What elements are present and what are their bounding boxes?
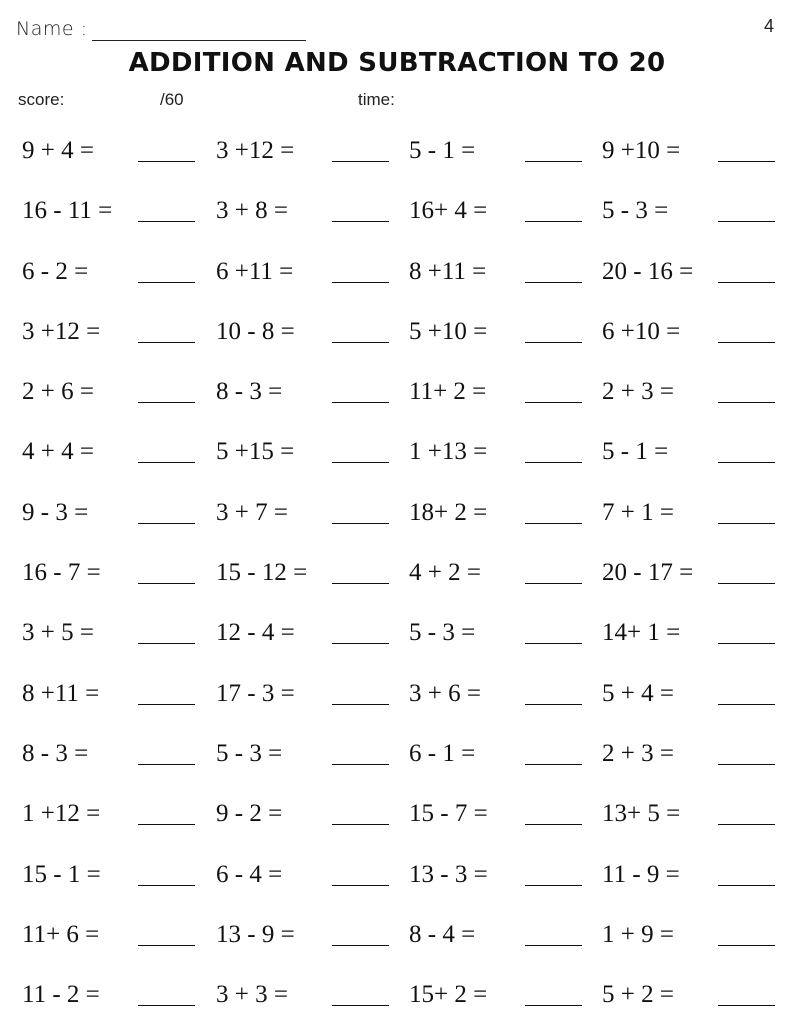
problem-expression: 5 + 4 = [602,679,674,707]
math-problem [22,194,216,228]
problem-row [0,727,794,787]
answer-blank[interactable] [525,1005,582,1006]
problem-expression: 7 + 1 = [602,498,674,526]
math-problem [216,616,410,650]
math-problem [602,858,794,892]
answer-blank[interactable] [138,1005,195,1006]
problem-row [0,245,794,305]
answer-blank[interactable] [332,462,389,463]
math-problem [409,556,603,590]
problem-expression: 16 - 11 = [22,197,113,225]
math-problem [602,134,794,168]
answer-blank[interactable] [525,885,582,886]
problem-expression: 20 - 17 = [602,559,694,587]
answer-blank[interactable] [138,402,195,403]
problem-expression: 4 + 4 = [22,438,94,466]
problem-expression: 6 +10 = [602,317,681,345]
math-problem [216,797,410,831]
math-problem [216,134,410,168]
math-problem [602,797,794,831]
problem-expression: 3 + 3 = [216,981,288,1009]
answer-blank[interactable] [138,945,195,946]
answer-blank[interactable] [525,764,582,765]
problem-expression: 5 - 3 = [216,739,283,767]
math-problem [22,496,216,530]
answer-blank[interactable] [718,523,775,524]
math-problem [22,315,216,349]
math-problem [409,918,603,952]
problem-row [0,787,794,847]
answer-blank[interactable] [525,583,582,584]
problem-expression: 9 +10 = [602,137,681,164]
problem-expression: 5 - 3 = [602,197,669,225]
score-label: score: [18,90,65,109]
math-problem [409,315,603,349]
answer-blank[interactable] [718,402,775,403]
answer-blank[interactable] [138,462,195,463]
answer-blank[interactable] [138,523,195,524]
math-problem [22,978,216,1012]
answer-blank[interactable] [332,824,389,825]
problem-expression: 20 - 16 = [602,257,694,285]
problem-expression: 9 - 3 = [22,498,89,526]
math-problem [22,737,216,771]
problem-row [0,184,794,244]
problem-expression: 3 +12 = [216,137,295,164]
math-problem [216,556,410,590]
answer-blank[interactable] [525,402,582,403]
answer-blank[interactable] [332,885,389,886]
math-problem [22,134,216,168]
math-problem [22,616,216,650]
problem-expression: 3 + 5 = [22,619,94,647]
math-problem [409,677,603,711]
math-problem [216,737,410,771]
answer-blank[interactable] [525,282,582,283]
answer-blank[interactable] [718,342,775,343]
problem-expression: 8 - 3 = [22,739,89,767]
problem-expression: 8 +11 = [22,679,100,707]
problem-expression: 4 + 2 = [409,559,481,587]
math-problem [602,496,794,530]
answer-blank[interactable] [718,462,775,463]
math-problem [216,255,410,289]
answer-blank[interactable] [332,764,389,765]
math-problem [602,556,794,590]
problem-expression: 2 + 3 = [602,739,674,767]
math-problem [602,194,794,228]
problem-row [0,968,794,1028]
answer-blank[interactable] [718,161,775,162]
problem-row [0,546,794,606]
problem-row [0,486,794,546]
answer-blank[interactable] [138,885,195,886]
problem-expression: 1 + 9 = [602,920,674,948]
problem-row [0,124,794,184]
problem-expression: 3 + 6 = [409,679,481,707]
answer-blank[interactable] [525,704,582,705]
problem-expression: 5 + 2 = [602,981,674,1009]
math-problem [216,375,410,409]
problem-expression: 17 - 3 = [216,679,295,707]
problem-expression: 11 - 9 = [602,860,680,888]
answer-blank[interactable] [138,764,195,765]
problem-row [0,667,794,727]
problem-expression: 15 - 7 = [409,800,488,828]
answer-blank[interactable] [718,704,775,705]
problem-expression: 2 + 6 = [22,378,94,406]
math-problem [602,375,794,409]
problem-expression: 15+ 2 = [409,981,488,1009]
problem-expression: 8 - 4 = [409,920,476,948]
answer-blank[interactable] [718,885,775,886]
answer-blank[interactable] [332,402,389,403]
math-problem [409,797,603,831]
problem-row [0,425,794,485]
math-problem [409,616,603,650]
math-problem [409,375,603,409]
problem-expression: 3 + 8 = [216,197,288,225]
problem-row [0,848,794,908]
answer-blank[interactable] [718,282,775,283]
answer-blank[interactable] [332,161,389,162]
problem-expression: 8 - 3 = [216,378,283,406]
problem-expression: 13 - 9 = [216,920,295,948]
math-problem [22,375,216,409]
problem-row [0,305,794,365]
problem-row [0,365,794,425]
math-problem [22,918,216,952]
math-problem [216,194,410,228]
math-problem [602,616,794,650]
answer-blank[interactable] [332,1005,389,1006]
math-problem [409,134,603,168]
answer-blank[interactable] [138,824,195,825]
math-problem [22,255,216,289]
math-problem [602,737,794,771]
answer-blank[interactable] [332,945,389,946]
answer-blank[interactable] [718,221,775,222]
math-problem [22,858,216,892]
problem-expression: 12 - 4 = [216,619,295,647]
problem-expression: 15 - 1 = [22,860,101,888]
answer-blank[interactable] [525,824,582,825]
problem-expression: 16 - 7 = [22,559,101,587]
answer-blank[interactable] [525,945,582,946]
math-problem [216,677,410,711]
problem-expression: 5 +15 = [216,438,295,466]
problem-expression: 13+ 5 = [602,800,681,828]
answer-blank[interactable] [525,462,582,463]
problem-expression: 11+ 2 = [409,378,487,406]
math-problem [216,315,410,349]
answer-blank[interactable] [332,282,389,283]
answer-blank[interactable] [332,221,389,222]
answer-blank[interactable] [718,945,775,946]
problem-expression: 11+ 6 = [22,920,100,948]
answer-blank[interactable] [332,342,389,343]
answer-blank[interactable] [138,583,195,584]
math-problem [409,435,603,469]
math-problem [216,978,410,1012]
answer-blank[interactable] [525,161,582,162]
math-problem [602,918,794,952]
problem-expression: 5 +10 = [409,317,488,345]
answer-blank[interactable] [718,643,775,644]
problem-expression: 5 - 3 = [409,619,476,647]
math-problem [22,677,216,711]
problem-expression: 8 +11 = [409,257,487,285]
score-total: /60 [160,90,184,109]
problem-expression: 18+ 2 = [409,498,488,526]
problem-expression: 3 +12 = [22,317,101,345]
answer-blank[interactable] [138,342,195,343]
name-answer-line[interactable] [92,40,306,41]
answer-blank[interactable] [138,221,195,222]
problem-expression: 6 - 2 = [22,257,89,285]
answer-blank[interactable] [138,643,195,644]
problem-expression: 6 - 1 = [409,739,476,767]
answer-blank[interactable] [138,282,195,283]
answer-blank[interactable] [525,342,582,343]
math-problem [216,858,410,892]
answer-blank[interactable] [525,523,582,524]
answer-blank[interactable] [718,824,775,825]
problem-expression: 5 - 1 = [602,438,669,466]
problem-expression: 5 - 1 = [409,137,476,164]
math-problem [409,194,603,228]
math-problem [22,556,216,590]
math-problem [22,797,216,831]
time-label: time: [358,90,395,109]
math-problem [409,978,603,1012]
problem-expression: 9 - 2 = [216,800,283,828]
worksheet-title: ADDITION AND SUBTRACTION TO 20 [128,48,666,78]
math-problem [216,496,410,530]
problem-expression: 15 - 12 = [216,559,308,587]
math-problem [602,255,794,289]
math-problem [409,858,603,892]
answer-blank[interactable] [332,583,389,584]
problem-expression: 16+ 4 = [409,197,488,225]
math-problem [409,255,603,289]
math-problem [22,435,216,469]
problem-row [0,606,794,666]
problem-expression: 6 - 4 = [216,860,283,888]
problem-expression: 13 - 3 = [409,860,488,888]
answer-blank[interactable] [525,221,582,222]
page-number: 4 [763,16,774,36]
problem-expression: 1 +13 = [409,438,488,466]
problem-expression: 10 - 8 = [216,317,295,345]
math-problem [409,737,603,771]
problem-expression: 11 - 2 = [22,981,100,1009]
math-problem [409,496,603,530]
math-problem [216,435,410,469]
answer-blank[interactable] [332,643,389,644]
problem-grid [0,124,794,1028]
math-problem [602,978,794,1012]
problem-expression: 3 + 7 = [216,498,288,526]
answer-blank[interactable] [525,643,582,644]
answer-blank[interactable] [138,161,195,162]
math-problem [602,677,794,711]
answer-blank[interactable] [332,523,389,524]
name-label: Name : [16,18,88,40]
problem-expression: 1 +12 = [22,800,101,828]
answer-blank[interactable] [138,704,195,705]
problem-expression: 14+ 1 = [602,619,681,647]
math-problem [602,435,794,469]
math-problem [216,918,410,952]
problem-expression: 2 + 3 = [602,378,674,406]
answer-blank[interactable] [718,583,775,584]
problem-row [0,908,794,968]
answer-blank[interactable] [718,1005,775,1006]
problem-expression: 6 +11 = [216,257,294,285]
math-problem [602,315,794,349]
answer-blank[interactable] [718,764,775,765]
problem-expression: 9 + 4 = [22,137,94,164]
answer-blank[interactable] [332,704,389,705]
